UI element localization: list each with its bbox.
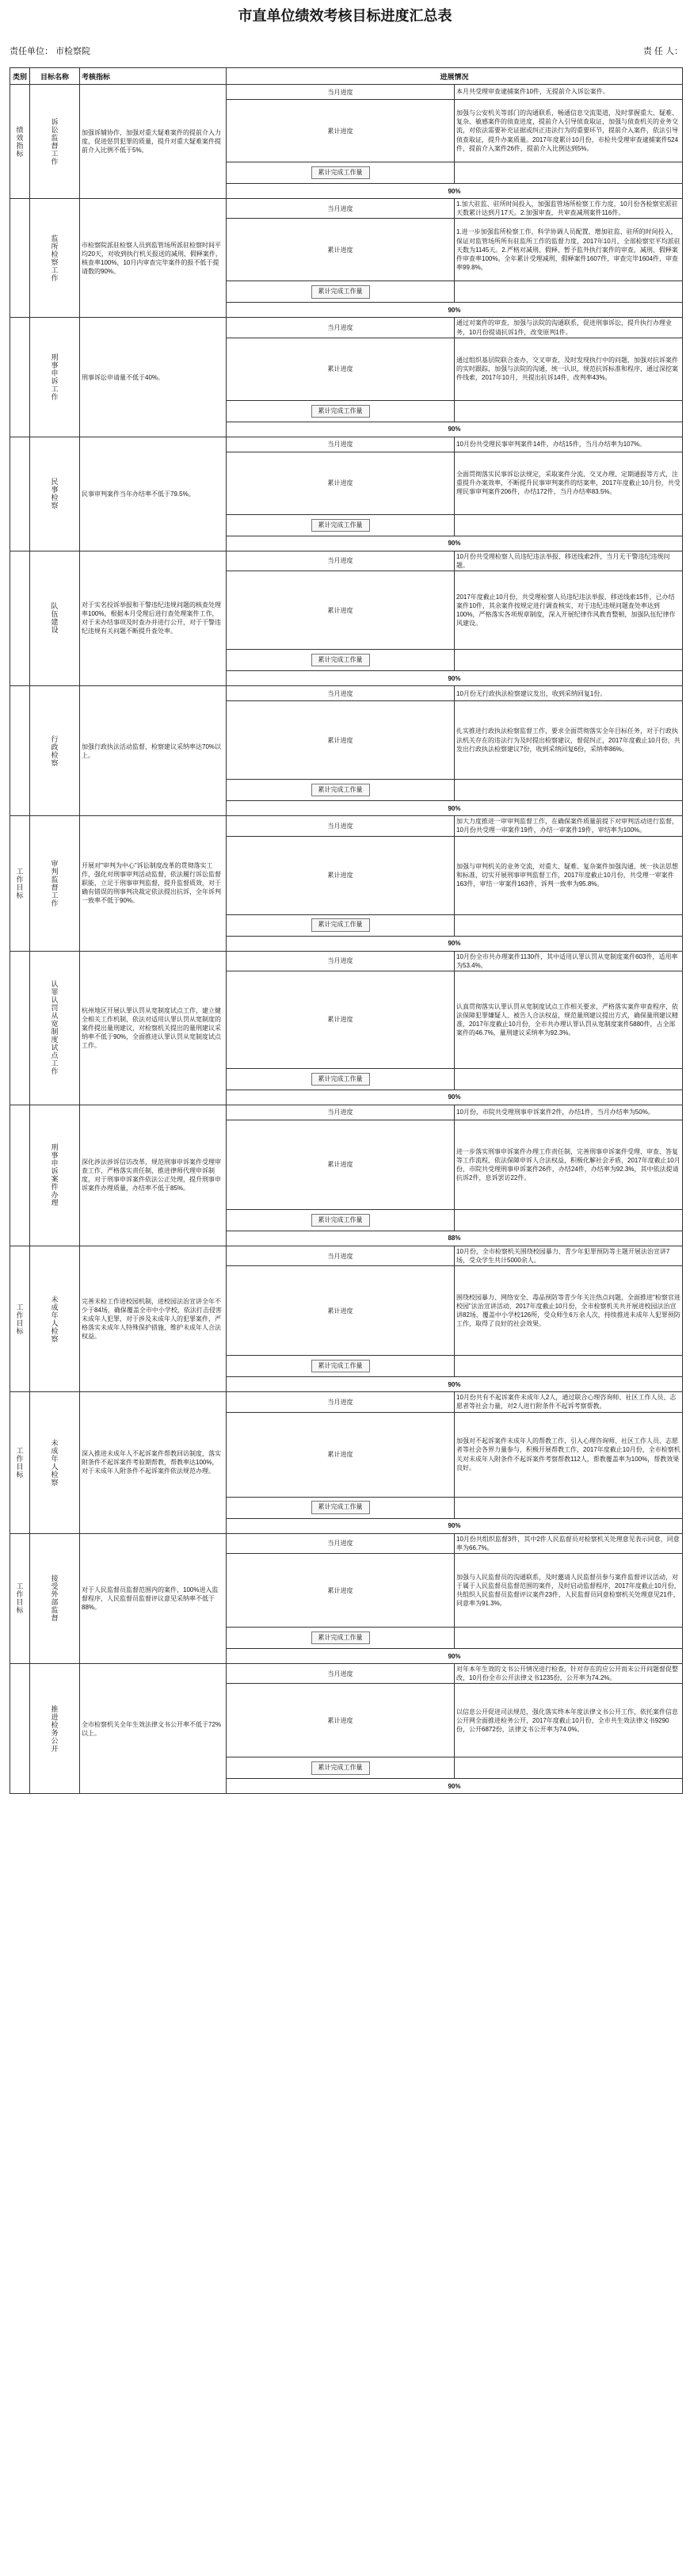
label-cumulative-progress: 累计进度 — [227, 219, 455, 281]
table-row — [10, 1664, 683, 1684]
label-cumulative-progress: 累计进度 — [227, 1120, 455, 1209]
cell-assessment-index: 加强诉辅协作，加强对重大疑难案件的提前介入力度，促进惩罚犯罪的质量，提升对重大疑难案件提前介入比例不低于5%。 — [80, 85, 227, 199]
completion-button[interactable]: 累计完成工作量 — [311, 1501, 370, 1513]
completion-button[interactable]: 累计完成工作量 — [311, 654, 370, 666]
cell-cumulative-progress: 加强与公安机关等部门的沟通联系，畅通信息交流渠道，及时掌握重大、疑难、复杂、敏感案件的侦查进度，提前介入引导侦查取证，加强与侦查机关的业务交流，对依法需要补充证据或纠正违法行为的重要环节，提前介入案件，依法引导侦查取证，提升办案质量。2017年度累计10月份，市检共受理审查逮捕案件524件，提前介入案件26件，提前介入比例达到5%。 — [455, 100, 683, 162]
cell-completion-button — [227, 1068, 455, 1090]
table-row — [10, 1246, 683, 1265]
cell-completion-button — [227, 1209, 455, 1231]
table-row — [10, 199, 683, 219]
cell-current-progress: 10月份无行政执法检察建议发出，收到采纳回复1份。 — [455, 686, 683, 701]
page-title: 市直单位绩效考核目标进度汇总表 — [238, 8, 452, 24]
cell-empty — [455, 1497, 683, 1518]
cell-target-name — [30, 1533, 80, 1663]
cell-current-progress: 对年本年生效的文书公开情况进行检查，针对存在的应公开而未公开问题督促整改，10月份全市公开法律文书1235份，公开率为74.2%。 — [455, 1664, 683, 1684]
cell-current-progress: 通过对案件的审查，加强与法院的沟通联系，促进刑事诉讼，提升执行办理业务，10月份提请抗诉1件，改变原判1件。 — [455, 318, 683, 338]
cell-target-name — [30, 1392, 80, 1533]
cell-empty — [455, 281, 683, 303]
cell-empty — [455, 1209, 683, 1231]
cell-cumulative-progress: 2017年度截止10月份，共受理检察人员违纪违法举报、移送线索15件，已办结案件10件，其余案件按规定进行调查核实，对于违纪违规问题查处率达到100%，严格落实各项规章制度，深入开展纪律作风教育整顿，加强队伍纪律作风建设。 — [455, 571, 683, 650]
cell-cumulative-progress: 加强与人民监督员的沟通联系，及时邀请人民监督员参与案件监督评议活动，对于属于人民监督员监督范围的案件，及时启动监督程序，2017年度截止10月份，共组织人民监督员监督评议案件23件，人民监督员同意检察机关处理意见21件，同意率为91.3%。 — [455, 1554, 683, 1628]
cell-cumulative-progress: 加强与审判机关的业务交流，对重大、疑难、复杂案件加强沟通，统一执法思想和标准，切实开展刑事审判监督工作，2017年度截止10月份，共受理一审案件163件，审结一审案件163件，诉判一致率为95.8%。 — [455, 836, 683, 914]
label-current-progress: 当月进度 — [227, 85, 455, 100]
cell-current-progress: 10月份共组织监督3件，其中2件人民监督员对检察机关处理意见表示同意，同意率为66.7%。 — [455, 1533, 683, 1553]
completion-button[interactable]: 累计完成工作量 — [311, 285, 370, 298]
target-name-text: 诉讼监督工作 — [50, 117, 59, 166]
cell-completion-button — [227, 1757, 455, 1779]
cell-empty — [455, 650, 683, 671]
cell-target-name — [30, 199, 80, 318]
header-progress-status: 进展情况 — [227, 68, 683, 85]
responsible-unit — [10, 44, 90, 57]
header-category: 类别 — [10, 68, 30, 85]
label-cumulative-progress: 累计进度 — [227, 571, 455, 650]
label-cumulative-progress: 累计进度 — [227, 971, 455, 1068]
completion-button[interactable]: 累计完成工作量 — [311, 918, 370, 931]
cell-current-progress: 加大力度推进一审审判监督工作，在确保案件质量前提下对审判活动进行监督，10月份共受理一审案件19件，办结一审案件19件，审结率为100%。 — [455, 816, 683, 836]
completion-button[interactable]: 累计完成工作量 — [311, 1214, 370, 1227]
cell-assessment-index: 民事审判案件当年办结率不低于79.5%。 — [80, 437, 227, 551]
cell-target-name — [30, 318, 80, 437]
cell-percent: 90% — [227, 422, 683, 437]
cell-category — [10, 318, 30, 437]
label-current-progress: 当月进度 — [227, 1533, 455, 1553]
cell-assessment-index: 完善未检工作进校园机制，进校园法治宣讲全年不少于84场，确保覆盖全市中小学校，依法打击侵害未成年人犯罪，对于涉及未成年人的犯罪案件，严格落实未成年人特殊保护措施，维护未成年人合法权益。 — [80, 1246, 227, 1391]
cell-category — [10, 1533, 30, 1663]
cell-percent: 90% — [227, 536, 683, 551]
cell-category — [10, 437, 30, 551]
category-text: 工作目标 — [15, 1582, 24, 1615]
target-name-text: 接受外部监督 — [50, 1574, 59, 1623]
table-header-row — [10, 68, 683, 85]
target-name-text: 未成年人检察 — [50, 1438, 59, 1486]
label-current-progress: 当月进度 — [227, 318, 455, 338]
table-row — [10, 951, 683, 971]
cell-cumulative-progress: 以信息公开促进司法规范，强化落实终本年度法律文书公开工作，依托案件信息公开网全面推进检务公开，2017年度截止10月份，全市共生效法律文书9290份，公开6872份，法律文书公开率为74.0%。 — [455, 1684, 683, 1757]
cell-current-progress: 10月份，市院共受理刑事申诉案件2件，办结1件，当月办结率为50%。 — [455, 1105, 683, 1120]
cell-empty — [455, 1628, 683, 1649]
cell-target-name — [30, 551, 80, 685]
cell-assessment-index: 开展对"审判为中心"诉讼制度改革的贯彻落实工作，强化对刑事审判活动监督，依法履行诉讼监督职能，立足于刑事审判监督，提升监督质效，对于确有错误的刑事判决裁定依法提出抗诉，全年诉判一致率不低于90%。 — [80, 816, 227, 951]
cell-assessment-index: 杭州地区开展认罪认罚从宽制度试点工作，建立健全相关工作机制，依法对适用认罪认罚从宽制度的案件提出量刑建议，对检察机关提出的量刑建议采纳率不低于90%，全面推进认罪认罚从宽制度试点工作。 — [80, 951, 227, 1105]
cell-current-progress: 10月份共受理民事审判案件14件，办结15件，当月办结率为107%。 — [455, 437, 683, 452]
cell-percent: 90% — [227, 1518, 683, 1533]
label-cumulative-progress: 累计进度 — [227, 100, 455, 162]
cell-assessment-index: 对于实名投诉举报和干警违纪违规问题的核查处理率100%，根据本月受理后进行查处理案件工作，对于未办结事项及时查办并进行公开，对于干警违纪违规有关问题不断提升查处率。 — [80, 551, 227, 685]
label-cumulative-progress: 累计进度 — [227, 701, 455, 780]
cell-current-progress: 10月份共受理检察人员违纪违法举报、移送线索2件，当月无干警违纪违规问题。 — [455, 551, 683, 571]
label-current-progress: 当月进度 — [227, 1246, 455, 1265]
cell-percent: 90% — [227, 1649, 683, 1664]
cell-completion-button — [227, 400, 455, 422]
responsible-unit-value: 市检察院 — [55, 47, 91, 56]
cell-assessment-index: 全市检察机关全年生效法律文书公开率不低于72%以上。 — [80, 1664, 227, 1794]
responsible-unit-label: 责任单位： — [10, 47, 53, 56]
completion-button[interactable]: 累计完成工作量 — [311, 784, 370, 796]
cell-completion-button — [227, 162, 455, 184]
progress-table — [10, 67, 683, 1794]
table-row — [10, 318, 683, 338]
target-name-text: 推进检务公开 — [50, 1704, 59, 1753]
cell-target-name — [30, 437, 80, 551]
cell-cumulative-progress: 加强对不起诉案件未成年人的帮教工作，引入心理咨询师、社区工作人员、志愿者等社会各界力量参与，积极开展帮教工作，2017年度截止10月份，全市检察机关对未成年人附条件不起诉案件考察帮教112人，帮教覆盖率为100%，帮教效果良好。 — [455, 1412, 683, 1497]
label-cumulative-progress: 累计进度 — [227, 1554, 455, 1628]
cell-percent: 90% — [227, 303, 683, 318]
cell-assessment-index: 刑事诉讼申请量不低于40%。 — [80, 318, 227, 437]
label-current-progress: 当月进度 — [227, 1105, 455, 1120]
label-current-progress: 当月进度 — [227, 1664, 455, 1684]
label-cumulative-progress: 累计进度 — [227, 338, 455, 400]
cell-current-progress: 10月份，全市检察机关围绕校园暴力、青少年犯罪预防等主题开展法治宣讲7场，受众学生共计5000余人。 — [455, 1246, 683, 1265]
table-row — [10, 1533, 683, 1553]
cell-category — [10, 686, 30, 816]
table-row — [10, 437, 683, 452]
label-cumulative-progress: 累计进度 — [227, 1266, 455, 1356]
header-target-name: 目标名称 — [30, 68, 80, 85]
target-name-text: 队伍建设 — [50, 602, 59, 635]
header-meta — [10, 44, 683, 57]
cell-completion-button — [227, 650, 455, 671]
cell-empty — [455, 914, 683, 936]
header-assessment-index: 考核指标 — [80, 68, 227, 85]
label-current-progress: 当月进度 — [227, 437, 455, 452]
cell-empty — [455, 780, 683, 801]
label-current-progress: 当月进度 — [227, 1392, 455, 1412]
cell-current-progress: 1.加大驻监、驻所时间投入，加强监管场所检察工作力度，10月份各检察室派驻天数累计达到月17天。2.加强审查，共审查减刑案件116件。 — [455, 199, 683, 219]
cell-target-name — [30, 1105, 80, 1246]
category-text: 工作目标 — [15, 867, 24, 899]
cell-target-name — [30, 85, 80, 199]
cell-target-name — [30, 816, 80, 951]
cell-completion-button — [227, 1497, 455, 1518]
cell-cumulative-progress: 通过组织基层院联合查办，交叉审查，及时发现执行中的问题，加强对抗诉案件的实时跟踪，加强与法院的沟通，统一认识，规范抗诉标准和程序，通过深挖案件线索，2017年10月，共提出抗诉14件，改判率43%。 — [455, 338, 683, 400]
target-name-text: 民事检察 — [50, 478, 59, 510]
cell-assessment-index: 对于人民监督员监督范围内的案件，100%进入监督程序，人民监督员监督评议意见采纳率不低于88%。 — [80, 1533, 227, 1663]
table-row — [10, 1105, 683, 1120]
cell-target-name — [30, 951, 80, 1105]
cell-category — [10, 85, 30, 199]
category-text: 工作目标 — [15, 1303, 24, 1335]
completion-button[interactable]: 累计完成工作量 — [311, 519, 370, 532]
cell-empty — [455, 1068, 683, 1090]
completion-button[interactable]: 累计完成工作量 — [311, 1761, 370, 1774]
target-name-text: 监所检察工作 — [50, 234, 59, 282]
cell-completion-button — [227, 1628, 455, 1649]
label-cumulative-progress: 累计进度 — [227, 1412, 455, 1497]
cell-category — [10, 816, 30, 951]
label-current-progress: 当月进度 — [227, 551, 455, 571]
category-text: 工作目标 — [15, 1446, 24, 1479]
label-cumulative-progress: 累计进度 — [227, 836, 455, 914]
target-name-text: 未成年人检察 — [50, 1295, 59, 1343]
responsible-person-label: 责 任 人： — [642, 47, 683, 56]
cell-assessment-index: 深入推进未成年人不起诉案件帮教回访制度，落实附条件不起诉案件考验期帮教，帮教率达100%，对于未成年人附条件不起诉案件依法规范办理。 — [80, 1392, 227, 1533]
table-row — [10, 1392, 683, 1412]
table-row — [10, 85, 683, 100]
cell-completion-button — [227, 780, 455, 801]
cell-percent: 88% — [227, 1231, 683, 1246]
target-name-text: 行政检察 — [50, 735, 59, 767]
cell-empty — [455, 162, 683, 184]
cell-percent: 90% — [227, 801, 683, 816]
cell-current-progress: 10月份共有不起诉案件未成年人2人，通过联合心理咨询师、社区工作人员、志愿者等社会力量，对2人进行附条件不起诉考察帮教。 — [455, 1392, 683, 1412]
completion-button[interactable]: 累计完成工作量 — [311, 1360, 370, 1372]
cell-empty — [455, 514, 683, 536]
cell-category — [10, 1664, 30, 1794]
cell-cumulative-progress: 围绕校园暴力、网络安全、毒品预防等青少年关注热点问题，全面推进"检察官进校园"法治宣讲活动，2017年度截止10月份，全市检察机关共开展进校园法治宣讲82场，覆盖中小学校126所，受众师生6万余人次，持续推进未成年人犯罪预防工作，取得了良好的社会效果。 — [455, 1266, 683, 1356]
cell-percent: 90% — [227, 936, 683, 951]
cell-target-name — [30, 1664, 80, 1794]
label-cumulative-progress: 累计进度 — [227, 452, 455, 514]
table-row — [10, 686, 683, 701]
cell-percent: 90% — [227, 671, 683, 686]
cell-category — [10, 951, 30, 1105]
cell-cumulative-progress: 1.进一步加强监所检察工作，科学协调人员配置，增加驻监、驻所的时间投入，保证对监管场所所有驻监所工作的监督力度，2017年10月，全部检察室平均派驻天数为1145天。2.严格对减刑、假释、暂予监外执行案件的审查，减刑、假释案件审查率100%。全年累计受理减刑、假释案件1607件，审查完毕1604件，审查率99.8%。 — [455, 219, 683, 281]
label-cumulative-progress: 累计进度 — [227, 1684, 455, 1757]
label-current-progress: 当月进度 — [227, 816, 455, 836]
table-row — [10, 551, 683, 571]
cell-cumulative-progress: 进一步落实刑事申诉案件办理工作责任制，完善刑事申诉案件受理、审查、答复等工作流程，依法保障申诉人合法权益，积极化解社会矛盾，2017年度截止10月份，市院共受理刑事申诉案件26件，办结24件，办结率为92.3%，其中依法提请抗诉2件，息诉罢访22件。 — [455, 1120, 683, 1209]
cell-empty — [455, 400, 683, 422]
cell-percent: 90% — [227, 1090, 683, 1105]
completion-button[interactable]: 累计完成工作量 — [311, 1631, 370, 1644]
cell-percent: 90% — [227, 184, 683, 199]
cell-completion-button — [227, 281, 455, 303]
label-current-progress: 当月进度 — [227, 951, 455, 971]
cell-empty — [455, 1356, 683, 1377]
completion-button[interactable]: 累计完成工作量 — [311, 166, 370, 179]
cell-cumulative-progress: 全面贯彻落实民事诉讼法规定，采取案件分流、交叉办理、定期通报等方式，注重提升办案效率，不断提升民事审判案件的结案率，2017年度截止10月份，共受理民事审判案件206件，办结172件，当月办结率83.5%。 — [455, 452, 683, 514]
completion-button[interactable]: 累计完成工作量 — [311, 1073, 370, 1086]
cell-category — [10, 1105, 30, 1246]
cell-completion-button — [227, 514, 455, 536]
cell-assessment-index: 深化涉法涉诉信访改革，规范刑事申诉案件受理审查工作，严格落实责任制，推进律师代理申诉制度，对于刑事申诉案件依法公正处理，提升刑事申诉案件办理质量，办结率不低于85%。 — [80, 1105, 227, 1246]
category-text: 绩效指标 — [15, 125, 24, 158]
label-current-progress: 当月进度 — [227, 199, 455, 219]
completion-button[interactable]: 累计完成工作量 — [311, 405, 370, 418]
target-name-text: 刑事申诉案件办理 — [50, 1143, 59, 1208]
cell-category — [10, 1246, 30, 1391]
cell-completion-button — [227, 1356, 455, 1377]
table-row — [10, 816, 683, 836]
cell-category — [10, 551, 30, 685]
target-name-text: 审判监督工作 — [50, 859, 59, 907]
cell-category — [10, 1392, 30, 1533]
cell-cumulative-progress: 扎实推进行政执法检察监督工作，要求全面贯彻落实全年目标任务，对于行政执法机关存在的违法行为及时提出检察建议，督促纠正，2017年度截止10月份，共发出行政执法检察建议7份，收到采纳回复6份，采纳率86%。 — [455, 701, 683, 780]
target-name-text: 刑事申诉工作 — [50, 353, 59, 402]
label-current-progress: 当月进度 — [227, 686, 455, 701]
cell-category — [10, 199, 30, 318]
cell-percent: 90% — [227, 1779, 683, 1794]
cell-completion-button — [227, 914, 455, 936]
cell-current-progress: 10月份全市共办理案件1130件，其中适用认罪认罚从宽制度案件603件，适用率为53.4%。 — [455, 951, 683, 971]
cell-current-progress: 本月共受理审查逮捕案件10件，无提前介入诉讼案件。 — [455, 85, 683, 100]
cell-target-name — [30, 686, 80, 816]
cell-assessment-index: 加强行政执法活动监督，检察建议采纳率达70%以上。 — [80, 686, 227, 816]
cell-empty — [455, 1757, 683, 1779]
cell-assessment-index: 市检察院派驻检察人员到监管场所派驻检察时间平均20天，对收到执行机关报送的减刑、假释案件，核查率100%，10月内审查完毕案件的报不低于提请数的90%。 — [80, 199, 227, 318]
cell-percent: 90% — [227, 1377, 683, 1392]
target-name-text: 认罪认罚从宽制度试点工作 — [50, 980, 59, 1076]
cell-target-name — [30, 1246, 80, 1391]
cell-cumulative-progress: 认真贯彻落实认罪认罚从宽制度试点工作相关要求，严格落实案件审查程序，依法保障犯罪嫌疑人、被告人合法权益，规范量刑建议提出方式，确保量刑建议精准，2017年度截止10月份，全市共办理认罪认罚从宽制度案件5880件，占全部案件的46.7%，量刑建议采纳率为92.3%。 — [455, 971, 683, 1068]
